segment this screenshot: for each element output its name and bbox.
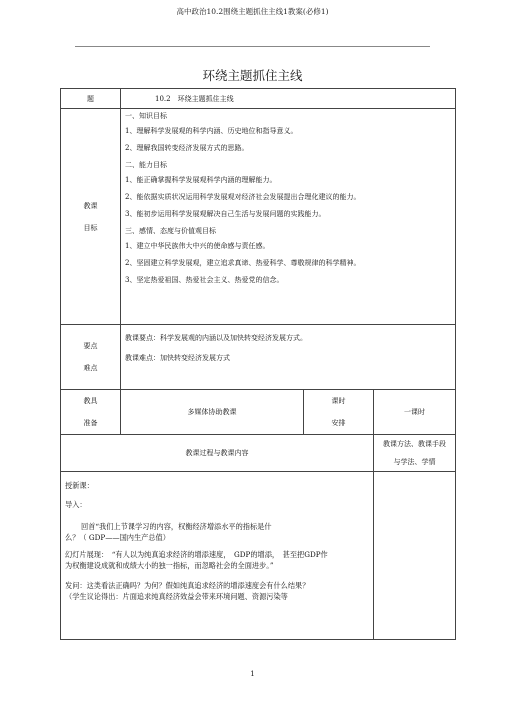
keypoints-content [121,325,456,390]
objective-item: 1、建立中华民族伟大中兴的使命感与责任感。 [125,242,270,250]
keypoints-label-line: 难点 [83,364,98,372]
slide-line: 为权衡建设成就和成绩大小的独一指标，而忽略社会的全面进步。” [65,561,274,570]
objective-item: 1、理解科学发展观的科学内涵、历史地位和指导意义。 [125,127,298,135]
time-label-line: 课时 [331,397,346,405]
objective-item: 2、能依据实质状况运用科学发展观对经济社会发展提出合理化建议的能力。 [125,193,361,201]
running-header: 高中政治10.2围绕主题抓住主线1教案(必修1) [176,7,329,16]
section-heading: 一、知识目标 [125,112,167,120]
process-notes [374,472,456,640]
question-line: 发问：这类看法正确吗？为何？假如纯真追求经济的增添速度会有什么结果？ [65,581,310,590]
process-header-left: 教课过程与教课内容 [61,435,374,472]
process-header-row [61,435,456,472]
objectives-label-line: 目标 [83,223,98,232]
time-label-line: 安排 [331,419,346,427]
section-heading: 三、感情、态度与价值观目标 [125,227,216,235]
prep-row [61,390,456,435]
objective-item: 2、坚固建立科学发展观，建立追求真谛、热爱科学、尊敬规律的科学精神。 [125,259,361,267]
objectives-content [121,109,456,325]
objectives-label-line: 教课 [83,201,98,210]
process-row [61,472,456,640]
topic-row [61,89,456,109]
process-header-right-line: 与学法、学情 [393,458,436,466]
slide-line: 幻灯片展现： “有人以为纯真追求经济的增添速度， GDP的增添， 甚至把GDP作 [65,550,328,559]
discussion-line: （学生议论得出：片面追求纯真经济效益会带来环境问题、资源污染等 [65,592,288,601]
keypoints-label-line: 要点 [83,342,98,350]
process-content [61,472,374,640]
objective-item: 1、能正确掌握科学发展观科学内涵的理解能力。 [125,176,277,184]
keypoint-line: 教课要点：科学发展观的内涵以及加快转变经济发展方式。 [125,334,307,342]
process-header-right-line: 教课方法、教课手段 [383,440,447,448]
keypoint-line: 教课难点：加快转变经济发展方式 [125,354,230,362]
objectives-label [61,109,121,325]
prep-label-line: 教具 [83,397,98,405]
review-line: 么？（ GDP——国内生产总值） [65,533,170,542]
review-line: 回首“我们上节课学习的内容，权衡经济增添水平的指标是什 [81,522,272,531]
prep-value: 多媒体协助教课 [121,390,304,435]
keypoints-label [61,325,121,390]
process-header-right [374,435,456,472]
objective-item: 3、能初步运用科学发展观解决自己生活与发展问题的实践能力。 [125,210,326,218]
objective-item: 3、坚定热爱祖国、热爱社会主义、热爱党的信念。 [125,276,284,284]
topic-value: 10.2 环绕主题抓住主线 [121,89,456,109]
header-rule [75,46,430,47]
new-lesson-label: 授新课： [65,481,94,490]
prep-label [61,390,121,435]
time-value: 一课时 [374,390,456,435]
objectives-row [61,109,456,325]
page-number: 1 [250,670,255,678]
objective-item: 2、理解我国转变经济发展方式的思路。 [125,144,249,152]
intro-label: 导入： [65,500,87,509]
prep-label-line: 准备 [83,419,98,427]
keypoints-row [61,325,456,390]
topic-label: 题 [61,89,121,109]
page-title: 环绕主题抓住主线 [202,68,303,83]
time-label [304,390,374,435]
section-heading: 二、能力目标 [125,161,167,169]
lesson-plan-table [60,88,456,640]
